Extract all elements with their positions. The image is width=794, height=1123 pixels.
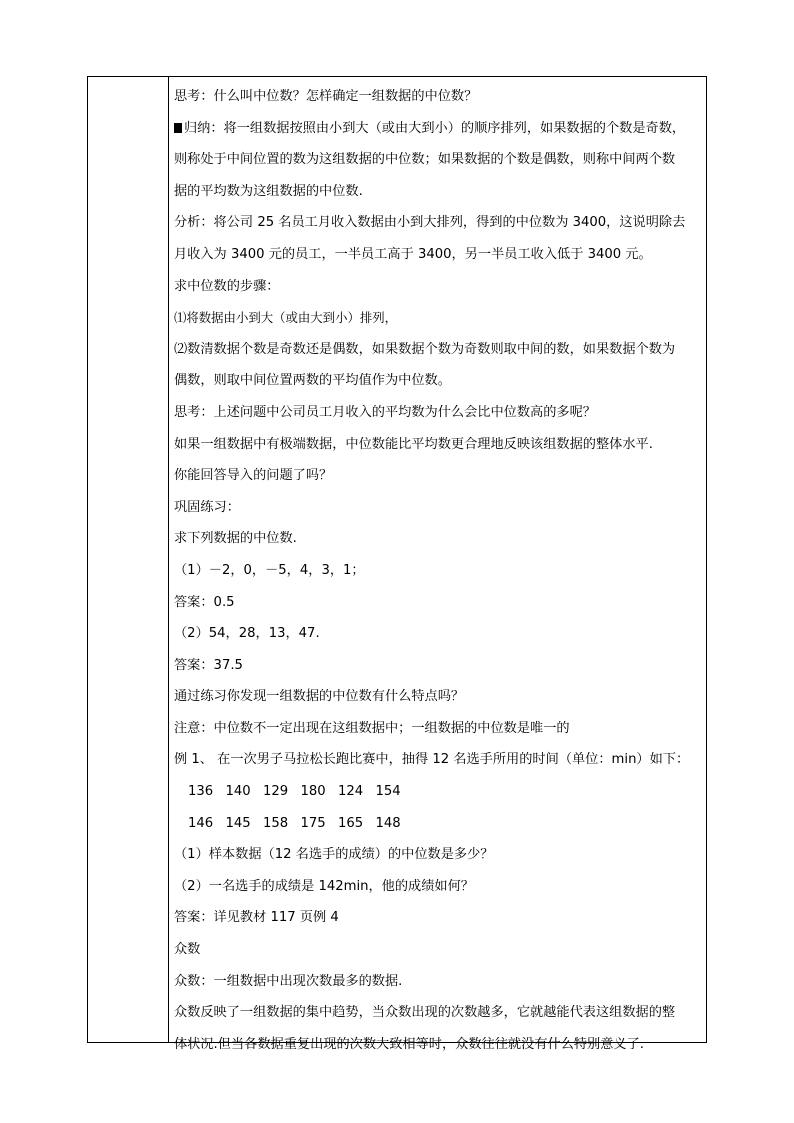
time-value: 154 [375,784,401,800]
time-value: 165 [338,815,364,831]
mode-definition: 众数：一组数据中出现次数最多的数据. [174,973,403,989]
left-empty-cell [88,77,168,1042]
step-2-line-2: 偶数，则取中间位置两数的平均值作为中位数。 [174,373,451,389]
time-value: 180 [300,784,326,800]
time-value: 129 [263,784,289,800]
summary-line-2: 则称处于中间位置的数为这组数据的中位数；如果数据的个数是偶数，则称中间两个数 [174,152,676,168]
step-2-line-1: ⑵数清数据个数是奇数还是偶数，如果数据个数为奇数则取中间的数，如果数据个数为 [174,341,676,357]
steps-heading: 求中位数的步骤： [174,278,280,294]
practice-item-1: （1）－2，0，－5，4，3，1； [174,562,365,578]
mode-note-line-2: 体状况.但当各数据重复出现的次数大致相等时，众数往往就没有什么特别意义了. [174,1036,644,1052]
feature-question: 通过练习你发现一组数据的中位数有什么特点吗？ [174,689,465,705]
times-row-1 [174,776,702,808]
mode-note-line-1: 众数反映了一组数据的集中趋势，当众数出现的次数越多，它就越能代表这组数据的整 [174,1005,676,1021]
time-value: 145 [225,815,251,831]
extreme-data-note: 如果一组数据中有极端数据，中位数能比平均数更合理地反映该组数据的整体水平. [174,436,653,452]
think-question-2: 思考：上述问题中公司员工月收入的平均数为什么会比中位数高的多呢？ [174,404,596,420]
example-answer: 答案：详见教材 117 页例 4 [174,910,339,926]
example-question-2: （2）一名选手的成绩是 142min，他的成绩如何？ [174,878,474,894]
practice-heading: 巩固练习： [174,499,240,515]
times-row-2 [174,808,702,840]
summary-line-1 [174,113,702,145]
practice-instruction: 求下列数据的中位数. [174,531,297,547]
attention-note: 注意：中位数不一定出现在这组数据中；一组数据的中位数是唯一的 [174,720,570,736]
time-value: 124 [338,784,364,800]
time-value: 146 [188,815,214,831]
time-value: 136 [188,784,214,800]
intro-question: 你能回答导入的问题了吗？ [174,468,333,484]
right-content-cell [174,81,702,1060]
summary-text-1: 归纳：将一组数据按照由小到大（或由大到小）的顺序排列，如果数据的个数是奇数， [184,120,686,136]
answer-1: 答案：0.5 [174,594,235,610]
time-value: 148 [375,815,401,831]
time-value: 158 [263,815,289,831]
example-question-1: （1）样本数据（12 名选手的成绩）的中位数是多少？ [174,847,494,863]
practice-item-2: （2）54，28，13，47. [174,626,320,642]
analysis-line-1: 分析：将公司 25 名员工月收入数据由小到大排列，得到的中位数为 3400，这说明除去 [174,215,686,231]
summary-line-3: 据的平均数为这组数据的中位数. [174,183,363,199]
step-1: ⑴将数据由小到大（或由大到小）排列， [174,310,398,326]
column-divider [168,77,169,1042]
example-1-intro: 例 1、 在一次男子马拉松长跑比赛中，抽得 12 名选手所用的时间（单位：min）如下： [174,752,690,768]
mode-heading: 众数 [174,942,201,958]
answer-2: 答案：37.5 [174,657,243,673]
time-value: 140 [225,784,251,800]
paragraph-mark-icon [174,123,182,133]
analysis-line-2: 月收入为 3400 元的员工，一半员工高于 3400，另一半员工收入低于 3400 元。 [174,246,652,262]
content-table [87,76,707,1052]
time-value: 175 [300,815,326,831]
think-question: 思考：什么叫中位数？怎样确定一组数据的中位数？ [174,89,478,104]
